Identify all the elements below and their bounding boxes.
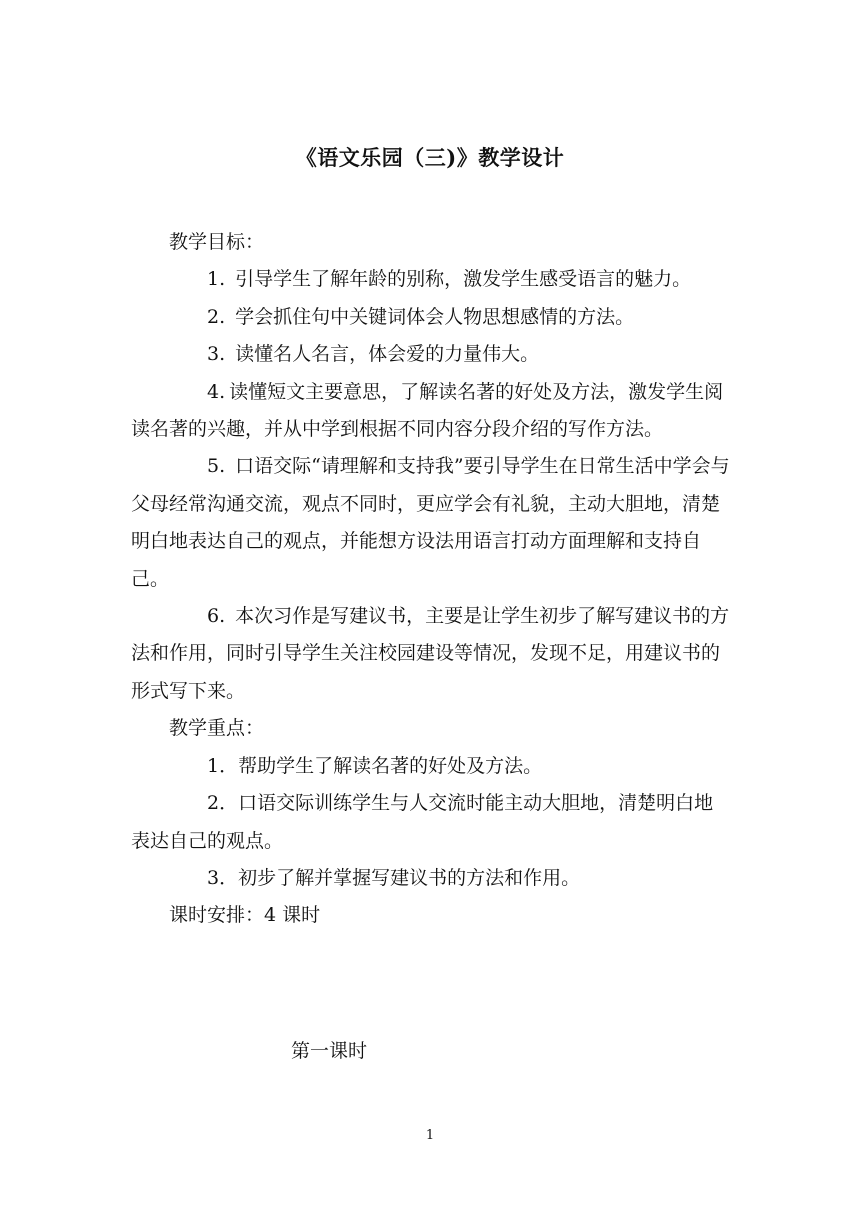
objective-number: 3. [207, 343, 226, 366]
document-title: 《语文乐园（三)》教学设计 [295, 145, 565, 170]
objective-item-3 [131, 336, 731, 373]
key-point-item-1 [131, 748, 731, 785]
key-point-item-2 [131, 785, 731, 860]
session-heading: 第一课时 [291, 1040, 368, 1062]
document-body [131, 224, 731, 935]
objective-number: 4. [207, 380, 226, 403]
schedule-line: 课时安排：4 课时 [169, 904, 321, 927]
key-point-text: 初步了解并掌握写建议书的方法和作用。 [238, 866, 581, 889]
objective-number: 5. [207, 455, 226, 478]
key-point-item-3 [131, 860, 731, 897]
objective-item-1 [131, 261, 731, 298]
key-point-number: 1． [207, 754, 239, 777]
objective-text: 引导学生了解年龄的别称，激发学生感受语言的魅力。 [235, 268, 692, 291]
objective-number: 6. [207, 605, 226, 628]
key-point-number: 2． [207, 792, 239, 815]
key-points-heading: 教学重点： [169, 717, 265, 740]
objective-text: 读懂名人名言，体会爱的力量伟大。 [235, 343, 540, 366]
objective-item-5 [131, 448, 731, 598]
objective-item-2 [131, 299, 731, 336]
objectives-heading: 教学目标： [169, 231, 265, 253]
objective-text: 读懂短文主要意思，了解读名著的好处及方法，激发学生阅读名著的兴趣，并从中学到根据不同内容分段介绍的写作方法。 [131, 380, 724, 441]
objective-item-6 [131, 598, 731, 710]
objective-text: 口语交际“请理解和支持我”要引导学生在日常生活中学会与父母经常沟通交流，观点不同时，更应学会有礼貌，主动大胆地，清楚明白地表达自己的观点，并能想方设法用语言打动方面理解和支持自己。 [131, 455, 730, 590]
key-point-text: 口语交际训练学生与人交流时能主动大胆地，清楚明白地表达自己的观点。 [131, 792, 714, 852]
objective-number: 2. [207, 305, 226, 328]
objective-text: 本次习作是写建议书，主要是让学生初步了解写建议书的方法和作用，同时引导学生关注校园建设等情况，发现不足，用建议书的形式写下来。 [131, 605, 730, 702]
page-number: 1 [425, 1128, 435, 1143]
key-point-number: 3． [207, 866, 239, 889]
objective-text: 学会抓住句中关键词体会人物思想感情的方法。 [235, 305, 635, 328]
key-point-text: 帮助学生了解读名著的好处及方法。 [238, 754, 543, 777]
objective-number: 1. [207, 268, 226, 291]
objective-item-4 [131, 374, 731, 449]
